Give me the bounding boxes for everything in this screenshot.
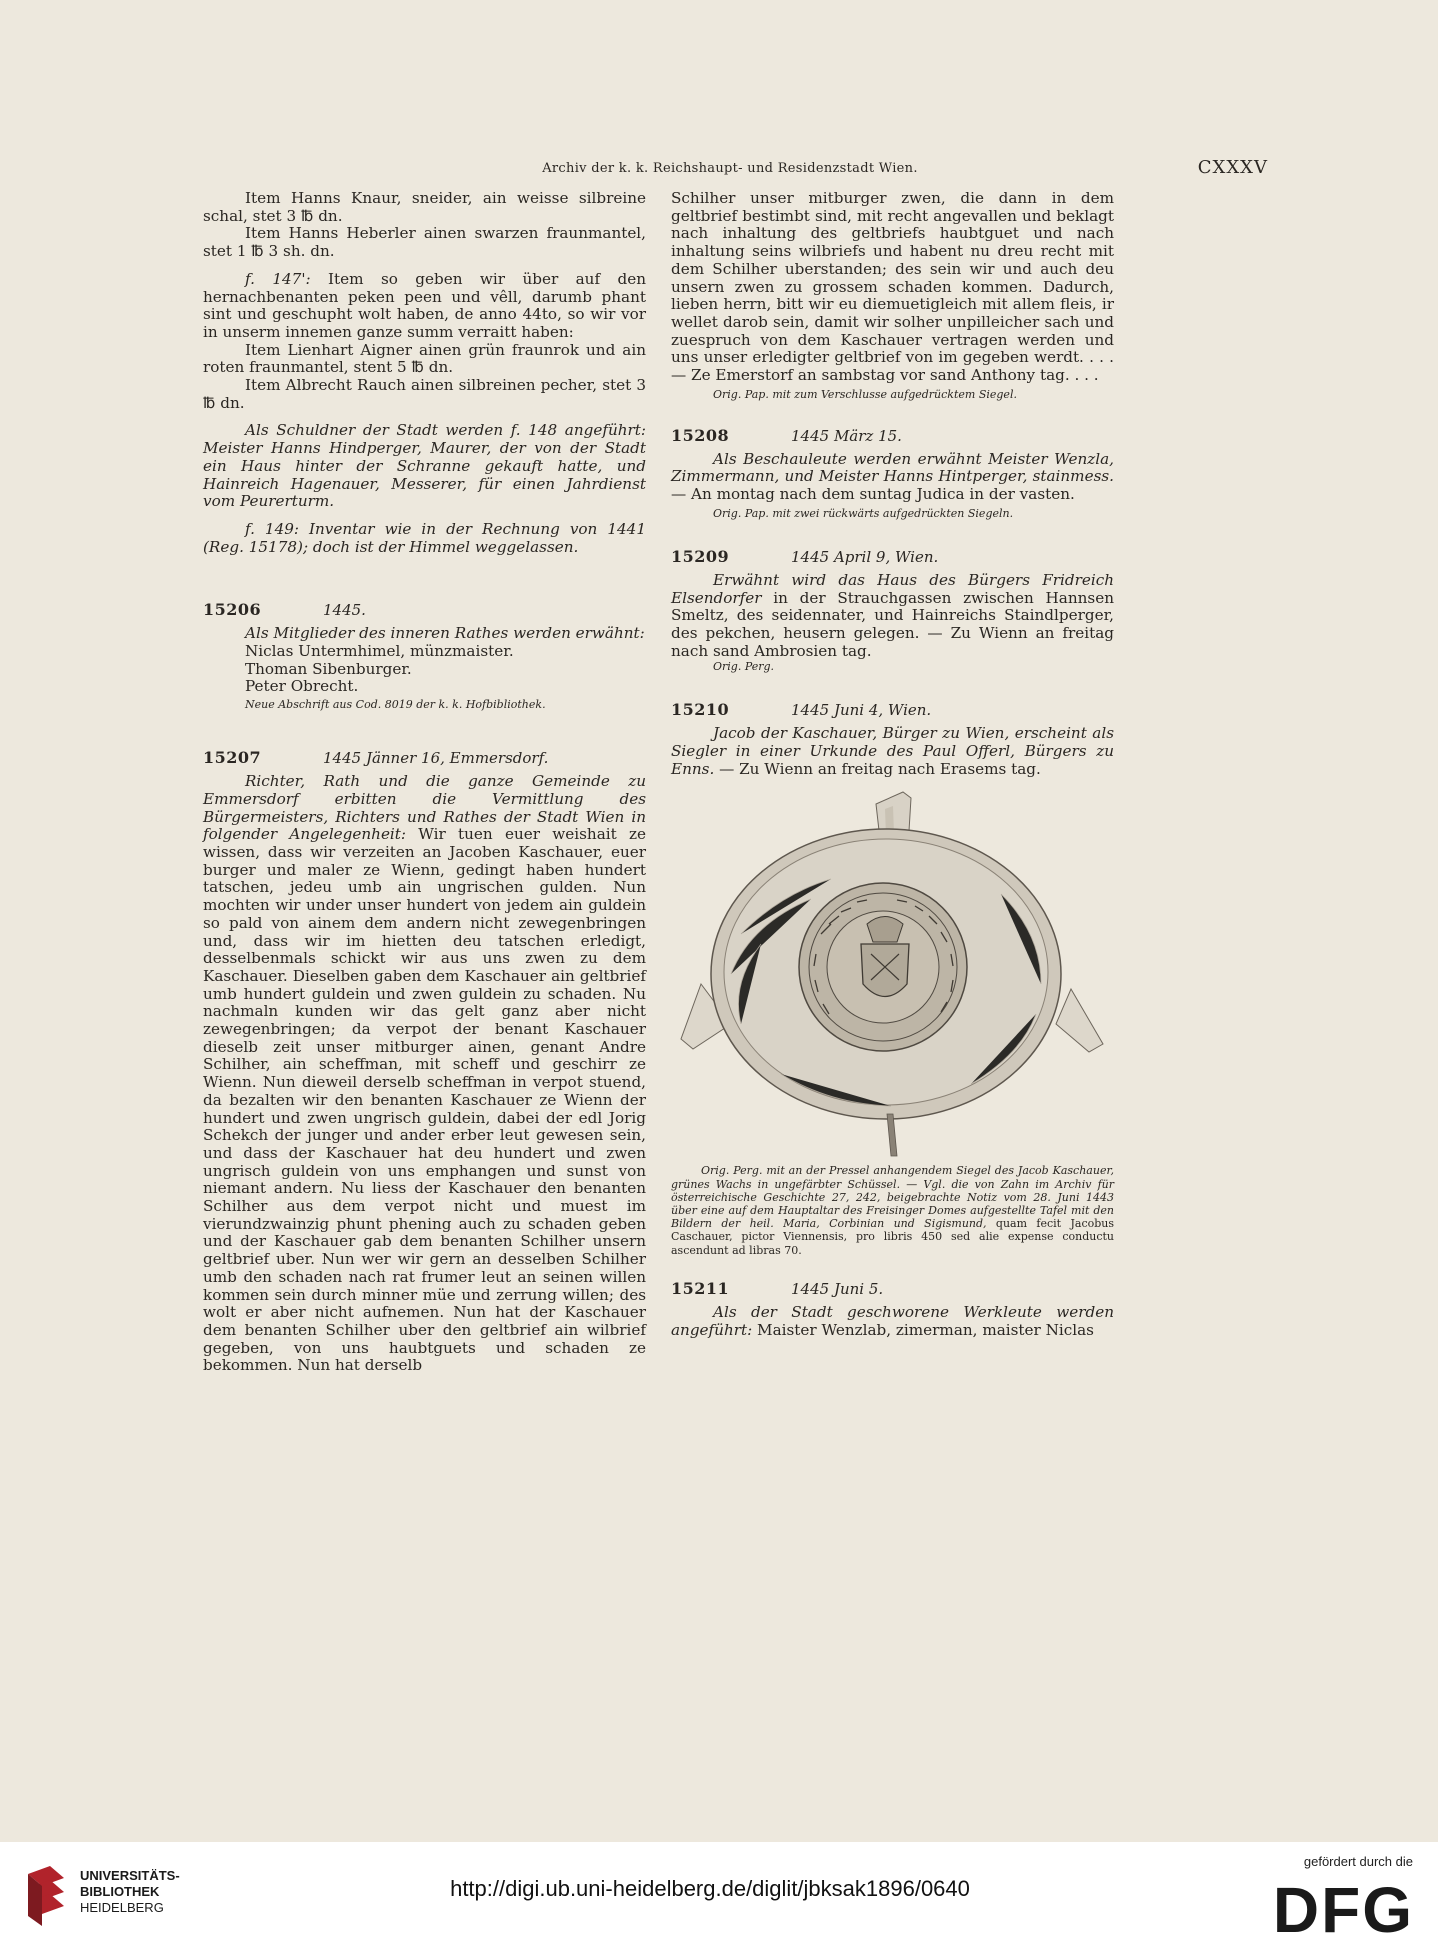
running-title: Archiv der k. k. Reichshaupt- und Residenzstadt Wien. [542,161,918,176]
list-item: Thoman Sibenburger. [245,659,412,678]
folio-ref: f. 147': [245,269,311,288]
right-column [671,190,1114,1339]
paragraph: f. 147': Item so geben wir über auf den hernachbenanten peken peen und vêll, darumb phant sint und geschupht wolt haben, de anno 44to, so wir vor in unserm innemen ganze summ verraitt haben: [203,269,646,341]
entry-date: 1445 Juni 5. [791,1279,884,1298]
list-item: Peter Obrecht. [245,677,359,696]
left-column [203,190,646,1375]
footer-bar [0,1842,1438,1960]
paragraph: Als Schuldner der Stadt werden f. 148 angeführt: Meister Hanns Hindperger, Maurer, der von der Stadt ein Haus hinter der Schranne gekauft hatte, und Hainreich Hagenauer, Messerer, für einen Jahrdienst vom Peurerturm. [203,421,646,511]
page-number: CXXXV [1197,157,1268,178]
permalink[interactable]: http://digi.ub.uni-heidelberg.de/diglit/jbksak1896/0640 [450,1876,970,1901]
university-library-logo[interactable] [20,1864,72,1932]
source-note: Orig. Pap. mit zum Verschlusse aufgedrücktem Siegel. [713,387,1017,401]
page-content [185,140,1280,1540]
entry-text: Erwähnt wird das Haus des Bürgers Fridreich Elsendorfer in der Strauchgassen zwischen Hannsen Smeltz, des seidennater, und Hainreichs Staindlperger, des pekchen, heusern gelegen. — Zu Wienn an freitag nach sand Ambrosien tag. [671,570,1114,660]
paragraph: Item Hanns Knaur, sneider, ain weisse silbreine schal, stet 3 ℔ dn. [203,189,646,225]
paragraph: Item Albrecht Rauch ainen silbreinen pecher, stet 3 ℔ dn. [203,376,646,412]
entry-heading [203,600,646,619]
entry-text-continued: Schilher unser mitburger zwen, die dann in dem geltbrief bestimbt sind, mit recht angevallen und beklagt nach inhaltung des geltbriefs haubtguet und nach inhaltung seins wilbriefs und habent nu dreu recht mit dem Schilher uberstanden; des sein wir und auch deu unsern zwen zu grossem schaden kommen. Dadurch, lieben herrn, bitt wir eu diemuetigleich mit allem fleis, ir wellet darob sein, damit wir solher unpilleicher sach und zuespruch von dem Kaschauer vertragen werden und uns unser erledigter geltbrief von im gegeben werdt. . . . — Ze Emerstorf an sambstag vor sand Anthony tag. . . . [671,189,1114,385]
entry-heading [671,547,1114,566]
source-note: Neue Abschrift aus Cod. 8019 der k. k. Hofbibliothek. [245,698,546,712]
source-note: Orig. Pap. mit zwei rückwärts aufgedrückten Siegeln. [713,506,1014,520]
entry-date: 1445 März 15. [791,426,902,445]
wax-seal-image [671,784,1114,1164]
entry-date: 1445 Jänner 16, Emmersdorf. [323,749,549,768]
entry-text: Richter, Rath und die ganze Gemeinde zu Emmersdorf erbitten die Vermittlung des Bürgermeisters, Richters und Rathes der Stadt Wien in folgender Angelegenheit: Wir tuen euer weishait ze wissen, dass wir verzeiten an Jacoben Kaschauer, euer burger und maler ze Wienn, gedingt haben hundert tatschen, jedeu umb ain ungrischen gulden. Nun mochten wir under unser hundert von jedem ain guldein so pald von ainem dem andern nicht zewegenbringen und, dass wir im hietten deu tatschen erledigt, desselbenmals schickt wir aus uns zwen zu dem Kaschauer. Dieselben gaben dem Kaschauer ain geltbrief umb hundert guldein und zwen guldein zu schaden. Nu nachmaln kunden wir das gelt ganz aber nicht zewegenbringen; da verpot der benant Kaschauer dieselb zeit unser mitburger ainen, genant Andre Schilher, ain scheffman, mit scheff und geschirr ze Wienn. Nun dieweil derselb scheffman in verpot stuend, da bezalten wir den benanten Kaschauer ze Wienn der hundert und zwen ungrisch guldein, dabei der edl Jorig Schekch der junger und ander erber leut gewesen sein, und dass der Kaschauer hat deu hundert und zwen ungrisch guldein von uns emphangen und sunst von niemant andern. Nu liess der Kaschauer den benanten Schilher aus dem verpot nicht und muest im vierundzwainzig phunt phening auch zu schaden geben und der Kaschauer gab dem benanten Schilher unsern geltbrief uber. Nun wer wir gern an desselben Schilher umb den schaden nach rat frumer leut an seinen willen kommen sein durch minner müe und zerrung willen; des wolt er aber nicht aufnemen. Nun hat der Kaschauer dem benanten Schilher uber den geltbrief ain wilbrief gegeben, von uns haubtguets und schaden ze bekommen. Nun hat derselb [203,772,646,1375]
seal-illustration [671,784,1114,1164]
paragraph: f. 149: Inventar wie in der Rechnung von 1441 (Reg. 15178); doch ist der Himmel weggelassen. [203,519,646,556]
entry-text: Jacob der Kaschauer, Bürger zu Wien, erscheint als Siegler in einer Urkunde des Paul Offerl, Bürgers zu Enns. — Zu Wienn an freitag nach Erasems tag. [671,724,1114,778]
source-note: Orig. Perg. [713,660,775,674]
entry-number: 15206 [203,600,262,620]
paragraph: Item Lienhart Aigner ainen grün fraunrok und ain roten fraunmantel, stent 5 ℔ dn. [203,340,646,377]
entry-number: 15209 [671,546,730,566]
entry-date: 1445 April 9, Wien. [791,547,939,566]
entry-date: 1445. [323,601,366,620]
list-item: Niclas Untermhimel, münzmaister. [245,642,514,661]
entry-heading [671,700,1114,719]
figure-caption: Orig. Perg. mit an der Pressel anhangendem Siegel des Jacob Kaschauer, grünes Wachs in ungefärbter Schüssel. — Vgl. die von Zahn im Archiv für österreichische Geschichte 27, 242, beigebrachte Notiz vom 28. Juni 1443 über eine auf dem Hauptaltar des Freisinger Domes aufgestellte Tafel mit den Bildern der heil. Maria, Corbinian und Sigismund, quam fecit Jacobus Caschauer, pictor Viennensis, pro libris 450 sed alie expense conductu ascendunt ad libras 70. [671,1164,1114,1257]
funding-note: gefördert durch die [1303,1854,1413,1869]
entry-date: 1445 Juni 4, Wien. [791,701,932,720]
entry-number: 15208 [671,425,730,445]
paragraph: Item Hanns Heberler ainen swarzen fraunmantel, stet 1 ℔ 3 sh. dn. [203,224,646,261]
entry-intro: Als Mitglieder des inneren Rathes werden erwähnt: [245,624,645,643]
library-name: UNIVERSITÄTS- BIBLIOTHEK HEIDELBERG [80,1868,180,1915]
running-header [185,155,1280,185]
member-list [203,643,646,696]
entry-heading [203,748,646,767]
dfg-logo[interactable]: DFG [1272,1874,1414,1946]
entry-number: 15211 [671,1278,730,1298]
entry-text: Als Beschauleute werden erwähnt Meister Wenzla, Zimmermann, und Meister Hanns Hintperger, stainmess. — An montag nach dem suntag Judica in der vasten. [671,449,1114,504]
library-logo-icon [20,1864,72,1928]
entry-number: 15210 [671,700,730,720]
entry-number: 15207 [203,748,262,768]
entry-heading [671,1279,1114,1298]
entry-text: Als der Stadt geschworene Werkleute werden angeführt: Maister Wenzlab, zimerman, maister Niclas [671,1302,1114,1339]
entry-heading [671,426,1114,445]
